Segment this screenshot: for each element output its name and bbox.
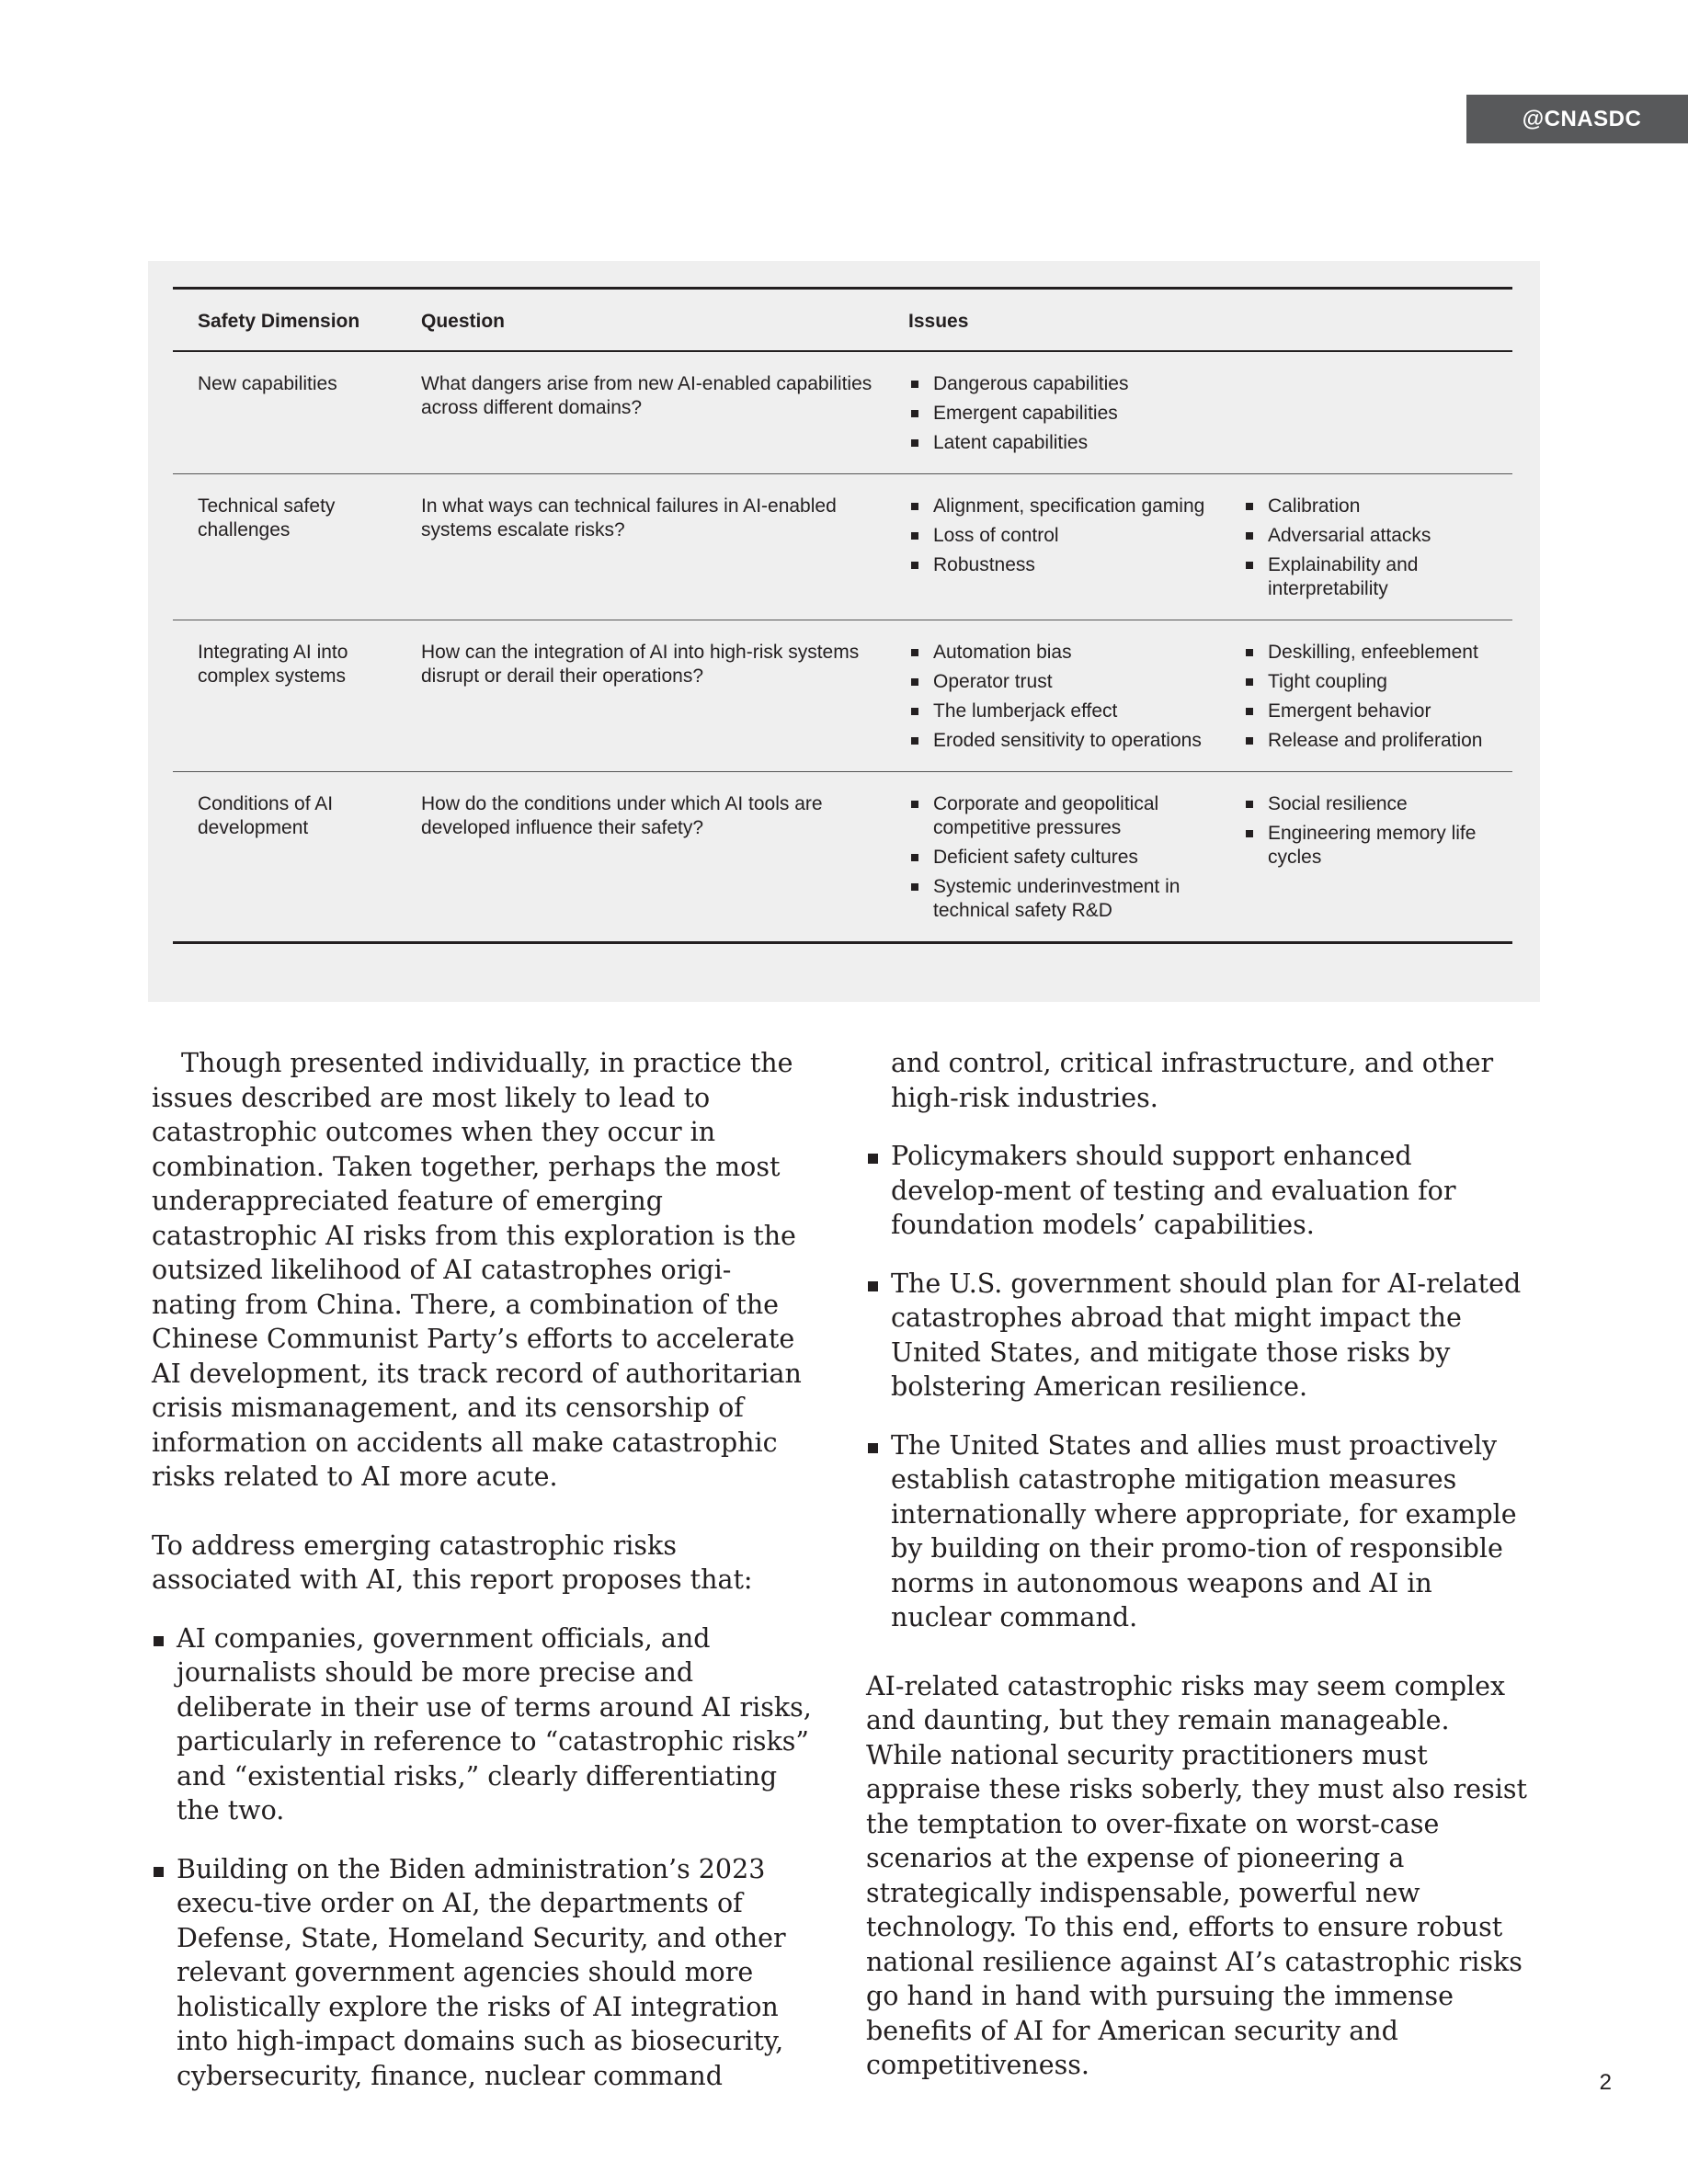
- issue-item: Corporate and geopolitical competitive pressures: [908, 792, 1243, 840]
- issue-item: Release and proliferation: [1243, 729, 1512, 753]
- issue-item: Operator trust: [908, 670, 1243, 694]
- issue-item: Alignment, specification gaming: [908, 495, 1243, 518]
- closing-paragraph: AI-related catastrophic risks may seem complex and daunting, but they remain manageable. While national security practitioners must appraise these risks soberly, they must also resist the temptation to over-fixate on worst-case scenarios at the expense of pioneering a strategically indispensable, powerful new technology. To this end, efforts to ensure robust national resilience against AI’s catastrophic risks go hand in hand with pursuing the immense benefits of AI for American security and competitiveness.: [866, 1670, 1527, 2080]
- recommendation-item: AI companies, government officials, and journalists should be more precise and deliberate in their use of terms around AI risks, particularly in reference to “catastrophic risks” and “existential risks,” clearly differentiating the two.: [152, 1621, 814, 1828]
- issue-item: Automation bias: [908, 641, 1243, 665]
- right-column: [866, 1046, 1528, 2083]
- recommendation-item: Policymakers should support enhanced develop-ment of testing and evaluation for foundation models’ capabilities.: [866, 1139, 1528, 1243]
- issues-cell: [1243, 772, 1512, 943]
- issues-cell: [1243, 351, 1512, 474]
- header-issues-continued: [1243, 289, 1512, 352]
- issues-list: [1243, 641, 1512, 753]
- recommendations-list-left: [152, 1621, 814, 2094]
- issue-item: Dangerous capabilities: [908, 372, 1243, 396]
- recommendation-item: The United States and allies must proactively establish catastrophe mitigation measures internationally where appropriate, for example by building on their promo-tion of responsible norms in autonomous weapons and AI in nuclear command.: [866, 1428, 1528, 1635]
- issue-item: Adversarial attacks: [1243, 524, 1512, 548]
- issue-item: Deskilling, enfeeblement: [1243, 641, 1512, 665]
- issue-item: Robustness: [908, 553, 1243, 577]
- question-cell: In what ways can technical failures in AI-enabled systems escalate risks?: [421, 495, 837, 540]
- header-issues: Issues: [908, 311, 969, 332]
- issues-cell: [908, 474, 1243, 620]
- issues-list: [908, 495, 1243, 577]
- recommendation-item: The U.S. government should plan for AI-related catastrophes abroad that might impact the United States, and mitigate those risks by bolstering American resilience.: [866, 1267, 1528, 1405]
- issue-item: Explainability and interpretability: [1243, 553, 1512, 601]
- issues-list: [1243, 495, 1512, 601]
- issues-list: [908, 372, 1243, 455]
- safety-dimensions-table-box: [148, 261, 1540, 1002]
- question-cell: What dangers arise from new AI-enabled capabilities across different domains?: [421, 373, 873, 418]
- issue-item: Social resilience: [1243, 792, 1512, 816]
- header-question: Question: [421, 311, 506, 332]
- issue-item: Systemic underinvestment in technical safety R&D: [908, 875, 1243, 923]
- issue-item: Emergent capabilities: [908, 402, 1243, 426]
- question-cell: How can the integration of AI into high-risk systems disrupt or derail their operations?: [421, 642, 860, 687]
- safety-dimension-cell: Conditions of AI development: [198, 793, 334, 838]
- table-body: [173, 351, 1512, 943]
- header-safety-dimension: Safety Dimension: [198, 311, 360, 332]
- safety-dimensions-table: [173, 287, 1512, 944]
- issues-cell: [908, 351, 1243, 474]
- table-row: [173, 474, 1512, 620]
- recommendation-continuation: and control, critical infrastructure, and other high-risk industries.: [891, 1048, 1494, 1113]
- table-header-row: [173, 289, 1512, 352]
- issue-item: Emergent behavior: [1243, 700, 1512, 723]
- issue-item: The lumberjack effect: [908, 700, 1243, 723]
- issue-item: Eroded sensitivity to operations: [908, 729, 1243, 753]
- issue-item: Loss of control: [908, 524, 1243, 548]
- recommendation-item: Building on the Biden administration’s 2023 execu-tive order on AI, the departments of Defense, State, Homeland Security, and other relevant government agencies should more holistically explore the risks of AI integration into high-impact domains such as biosecurity, cybersecurity, finance, nuclear command: [152, 1852, 814, 2094]
- question-cell: How do the conditions under which AI tools are developed influence their safety?: [421, 793, 823, 838]
- recommendations-list-right: [866, 1139, 1528, 1635]
- issues-list: [1243, 792, 1512, 870]
- proposal-intro: To address emerging catastrophic risks associated with AI, this report proposes that:: [152, 1530, 753, 1595]
- issues-cell: [1243, 620, 1512, 772]
- safety-dimension-cell: Integrating AI into complex systems: [198, 642, 348, 687]
- issues-list: [908, 792, 1243, 923]
- table-row: [173, 620, 1512, 772]
- issues-cell: [908, 772, 1243, 943]
- page-number: 2: [1599, 2070, 1612, 2095]
- table-row: [173, 772, 1512, 943]
- safety-dimension-cell: New capabilities: [198, 373, 337, 394]
- left-column: [152, 1046, 814, 2093]
- issue-item: Calibration: [1243, 495, 1512, 518]
- safety-dimension-cell: Technical safety challenges: [198, 495, 336, 540]
- issue-item: Deficient safety cultures: [908, 846, 1243, 870]
- issue-item: Tight coupling: [1243, 670, 1512, 694]
- issues-list: [908, 641, 1243, 753]
- issues-cell: [908, 620, 1243, 772]
- table-row: [173, 351, 1512, 474]
- issue-item: Engineering memory life cycles: [1243, 822, 1512, 870]
- issue-item: Latent capabilities: [908, 431, 1243, 455]
- handle-tag: @CNASDC: [1466, 95, 1688, 143]
- issues-cell: [1243, 474, 1512, 620]
- intro-paragraph: Though presented individually, in practice the issues described are most likely to lead to catastrophic outcomes when they occur in combination. Taken together, perhaps the most underappreciated feature of emerging catastrophic AI risks from this exploration is the outsized likelihood of AI catastrophes origi-nating from China. There, a combination of the Chinese Communist Party’s efforts to accelerate AI development, its track record of authoritarian crisis mismanagement, and its censorship of information on accidents all make catastrophic risks related to AI more acute.: [152, 1048, 802, 1492]
